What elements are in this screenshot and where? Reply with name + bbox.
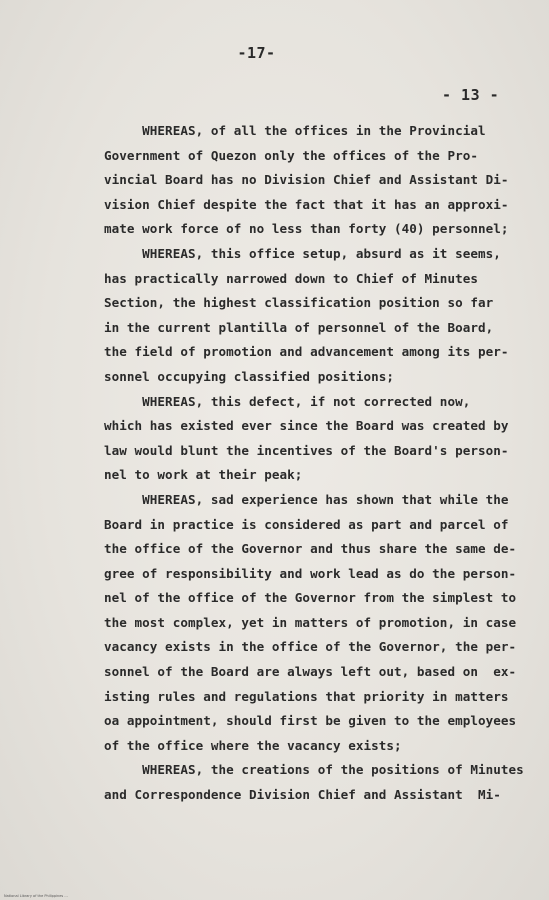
text-line: WHEREAS, the creations of the positions of Minutes: [104, 762, 524, 778]
text-line: Government of Quezon only the offices of the Pro-: [104, 147, 478, 163]
text-line: nel to work at their peak;: [104, 467, 303, 483]
text-line: mate work force of no less than forty (40) personnel;: [104, 221, 509, 237]
text-line: Section, the highest classification position so far: [104, 295, 494, 311]
text-line: vincial Board has no Division Chief and Assistant Di-: [104, 172, 509, 188]
text-line: which has existed ever since the Board was created by: [104, 418, 509, 434]
page-number-top: -17-: [237, 44, 276, 62]
page-number-right: - 13 -: [442, 86, 500, 104]
text-line: law would blunt the incentives of the Board's person-: [104, 442, 509, 458]
text-line: isting rules and regulations that priority in matters: [104, 688, 509, 704]
text-line: WHEREAS, this office setup, absurd as it seems,: [104, 245, 501, 261]
text-line: vacancy exists in the office of the Governor, the per-: [104, 639, 517, 655]
text-line: Board in practice is considered as part and parcel of: [104, 516, 509, 532]
text-line: sonnel of the Board are always left out, based on ex-: [104, 664, 517, 680]
text-line: in the current plantilla of personnel of the Board,: [104, 319, 494, 335]
text-line: and Correspondence Division Chief and Assistant Mi-: [104, 787, 501, 803]
text-line: gree of responsibility and work lead as do the person-: [104, 565, 517, 581]
text-line: sonnel occupying classified positions;: [104, 368, 395, 384]
text-line: WHEREAS, sad experience has shown that while the: [104, 491, 509, 507]
text-line: oa appointment, should first be given to the employees: [104, 713, 517, 729]
footer-watermark: National Library of the Philippines ...: [4, 894, 68, 898]
text-line: the field of promotion and advancement among its per-: [104, 344, 509, 360]
text-line: WHEREAS, this defect, if not corrected now,: [104, 393, 471, 409]
text-line: vision Chief despite the fact that it has an approxi-: [104, 196, 509, 212]
text-line: WHEREAS, of all the offices in the Provincial: [104, 123, 486, 138]
document-body: [104, 119, 524, 808]
text-line: has practically narrowed down to Chief of Minutes: [104, 270, 478, 286]
text-line: nel of the office of the Governor from the simplest to: [104, 590, 517, 606]
text-line: of the office where the vacancy exists;: [104, 737, 402, 753]
text-line: the most complex, yet in matters of promotion, in case: [104, 614, 517, 630]
text-line: the office of the Governor and thus share the same de-: [104, 541, 517, 557]
